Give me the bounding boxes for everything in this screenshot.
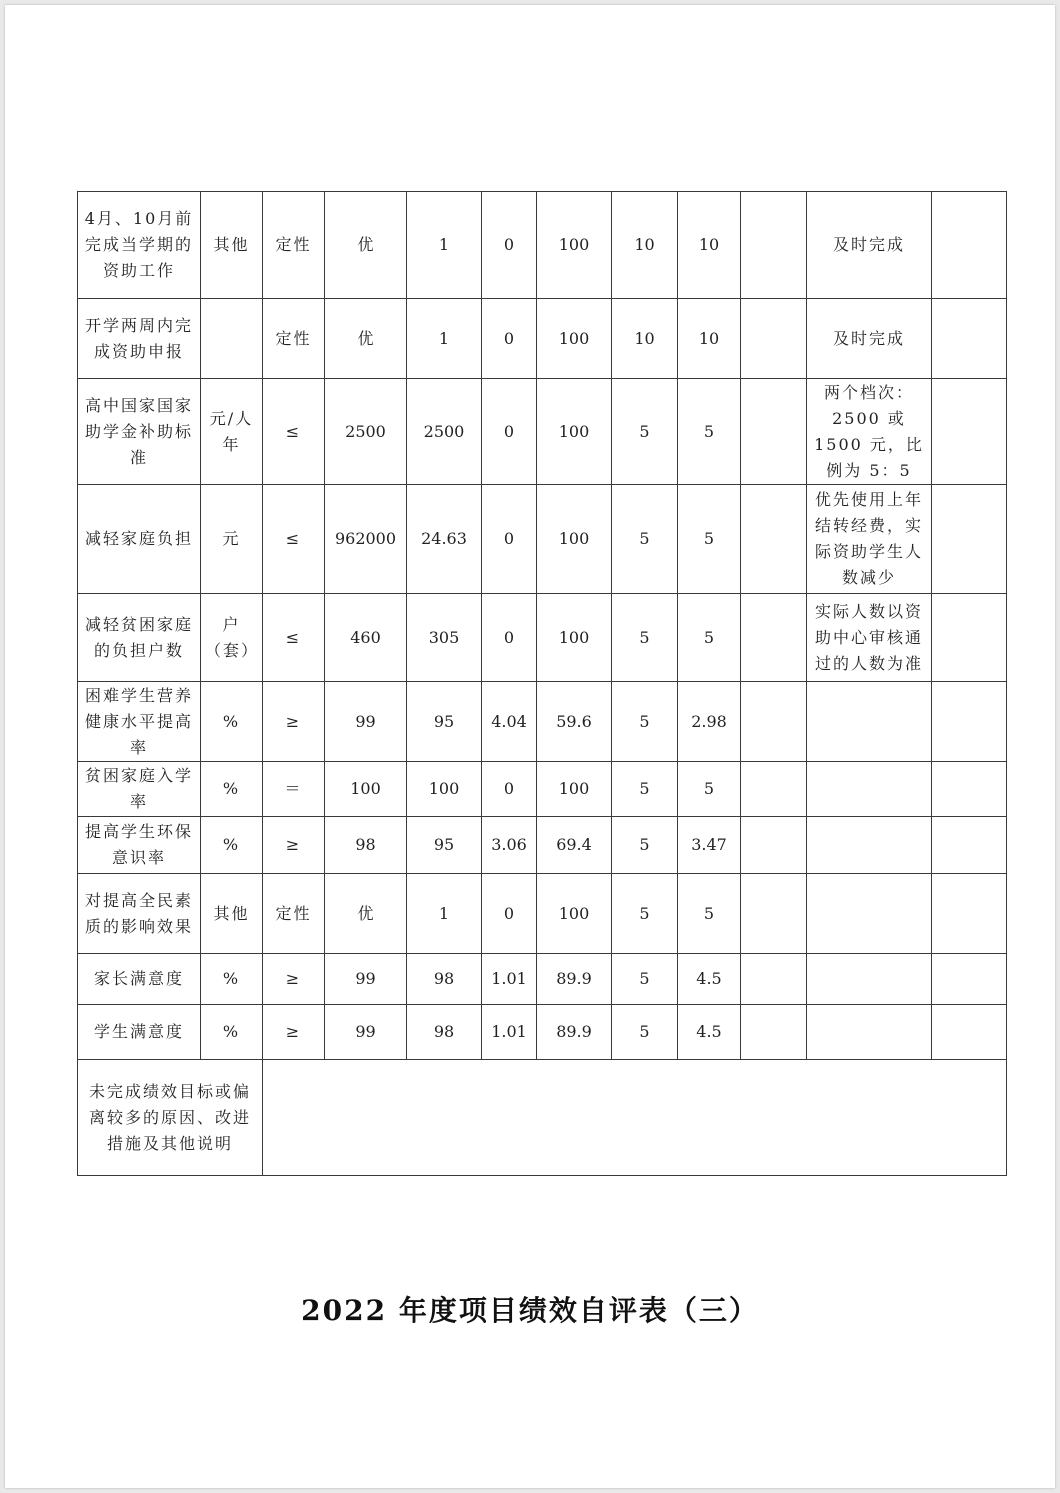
unit-cell: % bbox=[201, 1005, 263, 1060]
target-value-cell: 优 bbox=[325, 192, 407, 299]
note-cell bbox=[807, 762, 932, 817]
note-cell bbox=[807, 874, 932, 954]
extra-cell bbox=[932, 192, 1007, 299]
indicator-cell: 对提高全民素质的影响效果 bbox=[78, 874, 201, 954]
operator-cell: ≤ bbox=[263, 485, 325, 594]
completion-rate-cell: 100 bbox=[537, 594, 612, 682]
weight-cell: 5 bbox=[612, 874, 678, 954]
deviation-cell: 1.01 bbox=[482, 954, 537, 1005]
reason-cell bbox=[741, 954, 807, 1005]
actual-value-cell: 98 bbox=[407, 954, 482, 1005]
reason-cell bbox=[741, 379, 807, 485]
reason-cell bbox=[741, 682, 807, 762]
weight-cell: 10 bbox=[612, 299, 678, 379]
operator-cell: ＝ bbox=[263, 762, 325, 817]
actual-value-cell: 1 bbox=[407, 192, 482, 299]
weight-cell: 5 bbox=[612, 485, 678, 594]
indicator-cell: 学生满意度 bbox=[78, 1005, 201, 1060]
completion-rate-cell: 69.4 bbox=[537, 817, 612, 874]
weight-cell: 5 bbox=[612, 682, 678, 762]
indicator-cell: 4月、10月前完成当学期的资助工作 bbox=[78, 192, 201, 299]
extra-cell bbox=[932, 817, 1007, 874]
note-cell: 优先使用上年结转经费，实际资助学生人数减少 bbox=[807, 485, 932, 594]
footer-label: 未完成绩效目标或偏离较多的原因、改进措施及其他说明 bbox=[78, 1060, 263, 1176]
score-cell: 4.5 bbox=[678, 1005, 741, 1060]
score-cell: 5 bbox=[678, 594, 741, 682]
target-value-cell: 99 bbox=[325, 1005, 407, 1060]
table-row bbox=[78, 594, 1007, 682]
unit-cell: 其他 bbox=[201, 192, 263, 299]
operator-cell: ≤ bbox=[263, 379, 325, 485]
score-cell: 10 bbox=[678, 192, 741, 299]
operator-cell: 定性 bbox=[263, 874, 325, 954]
extra-cell bbox=[932, 594, 1007, 682]
weight-cell: 5 bbox=[612, 1005, 678, 1060]
table-row bbox=[78, 299, 1007, 379]
actual-value-cell: 95 bbox=[407, 682, 482, 762]
next-table-title: 2022 年度项目绩效自评表（三） bbox=[301, 1294, 759, 1327]
target-value-cell: 100 bbox=[325, 762, 407, 817]
indicator-cell: 家长满意度 bbox=[78, 954, 201, 1005]
actual-value-cell: 98 bbox=[407, 1005, 482, 1060]
target-value-cell: 460 bbox=[325, 594, 407, 682]
actual-value-cell: 305 bbox=[407, 594, 482, 682]
weight-cell: 5 bbox=[612, 762, 678, 817]
deviation-cell: 0 bbox=[482, 762, 537, 817]
weight-cell: 5 bbox=[612, 379, 678, 485]
deviation-cell: 0 bbox=[482, 485, 537, 594]
actual-value-cell: 24.63 bbox=[407, 485, 482, 594]
reason-cell bbox=[741, 299, 807, 379]
deviation-cell: 0 bbox=[482, 192, 537, 299]
completion-rate-cell: 100 bbox=[537, 874, 612, 954]
unit-cell: 户（套） bbox=[201, 594, 263, 682]
operator-cell: ≥ bbox=[263, 682, 325, 762]
extra-cell bbox=[932, 1005, 1007, 1060]
weight-cell: 10 bbox=[612, 192, 678, 299]
actual-value-cell: 100 bbox=[407, 762, 482, 817]
reason-cell bbox=[741, 817, 807, 874]
extra-cell bbox=[932, 874, 1007, 954]
reason-cell bbox=[741, 762, 807, 817]
indicator-cell: 困难学生营养健康水平提高率 bbox=[78, 682, 201, 762]
extra-cell bbox=[932, 762, 1007, 817]
note-cell: 实际人数以资助中心审核通过的人数为准 bbox=[807, 594, 932, 682]
actual-value-cell: 1 bbox=[407, 299, 482, 379]
table-row bbox=[78, 192, 1007, 299]
score-cell: 5 bbox=[678, 485, 741, 594]
score-cell: 2.98 bbox=[678, 682, 741, 762]
target-value-cell: 99 bbox=[325, 954, 407, 1005]
completion-rate-cell: 100 bbox=[537, 192, 612, 299]
completion-rate-cell: 100 bbox=[537, 485, 612, 594]
operator-cell: ≥ bbox=[263, 1005, 325, 1060]
operator-cell: 定性 bbox=[263, 299, 325, 379]
target-value-cell: 优 bbox=[325, 299, 407, 379]
extra-cell bbox=[932, 682, 1007, 762]
deviation-cell: 0 bbox=[482, 299, 537, 379]
deviation-cell: 0 bbox=[482, 874, 537, 954]
actual-value-cell: 1 bbox=[407, 874, 482, 954]
target-value-cell: 2500 bbox=[325, 379, 407, 485]
table-row bbox=[78, 817, 1007, 874]
indicator-cell: 开学两周内完成资助申报 bbox=[78, 299, 201, 379]
indicator-cell: 高中国家国家助学金补助标准 bbox=[78, 379, 201, 485]
note-cell: 及时完成 bbox=[807, 299, 932, 379]
indicator-cell: 提高学生环保意识率 bbox=[78, 817, 201, 874]
reason-cell bbox=[741, 594, 807, 682]
completion-rate-cell: 100 bbox=[537, 299, 612, 379]
note-cell bbox=[807, 954, 932, 1005]
extra-cell bbox=[932, 954, 1007, 1005]
deviation-cell: 1.01 bbox=[482, 1005, 537, 1060]
score-cell: 5 bbox=[678, 762, 741, 817]
deviation-cell: 0 bbox=[482, 379, 537, 485]
completion-rate-cell: 89.9 bbox=[537, 954, 612, 1005]
operator-cell: 定性 bbox=[263, 192, 325, 299]
target-value-cell: 98 bbox=[325, 817, 407, 874]
unit-cell: % bbox=[201, 817, 263, 874]
note-cell bbox=[807, 817, 932, 874]
reason-cell bbox=[741, 192, 807, 299]
table-row bbox=[78, 682, 1007, 762]
target-value-cell: 99 bbox=[325, 682, 407, 762]
reason-cell bbox=[741, 1005, 807, 1060]
document-page bbox=[5, 5, 1055, 1488]
score-cell: 4.5 bbox=[678, 954, 741, 1005]
weight-cell: 5 bbox=[612, 817, 678, 874]
completion-rate-cell: 59.6 bbox=[537, 682, 612, 762]
deviation-cell: 0 bbox=[482, 594, 537, 682]
actual-value-cell: 95 bbox=[407, 817, 482, 874]
note-cell: 两个档次：2500 或 1500 元，比例为 5：5 bbox=[807, 379, 932, 485]
unit-cell: % bbox=[201, 682, 263, 762]
performance-table bbox=[77, 191, 1007, 1176]
unit-cell: % bbox=[201, 762, 263, 817]
note-cell: 及时完成 bbox=[807, 192, 932, 299]
score-cell: 5 bbox=[678, 874, 741, 954]
score-cell: 10 bbox=[678, 299, 741, 379]
note-cell bbox=[807, 1005, 932, 1060]
unit-cell: 其他 bbox=[201, 874, 263, 954]
target-value-cell: 优 bbox=[325, 874, 407, 954]
deviation-cell: 4.04 bbox=[482, 682, 537, 762]
operator-cell: ≥ bbox=[263, 817, 325, 874]
note-cell bbox=[807, 682, 932, 762]
extra-cell bbox=[932, 299, 1007, 379]
reason-cell bbox=[741, 485, 807, 594]
extra-cell bbox=[932, 485, 1007, 594]
unit-cell: 元 bbox=[201, 485, 263, 594]
table-row bbox=[78, 485, 1007, 594]
target-value-cell: 962000 bbox=[325, 485, 407, 594]
operator-cell: ≥ bbox=[263, 954, 325, 1005]
indicator-cell: 减轻家庭负担 bbox=[78, 485, 201, 594]
unit-cell bbox=[201, 299, 263, 379]
score-cell: 5 bbox=[678, 379, 741, 485]
weight-cell: 5 bbox=[612, 954, 678, 1005]
footer-content bbox=[263, 1060, 1007, 1176]
table-row bbox=[78, 762, 1007, 817]
completion-rate-cell: 100 bbox=[537, 379, 612, 485]
table-row bbox=[78, 874, 1007, 954]
footer-row bbox=[78, 1060, 1007, 1176]
table-row bbox=[78, 379, 1007, 485]
completion-rate-cell: 100 bbox=[537, 762, 612, 817]
table-row bbox=[78, 1005, 1007, 1060]
reason-cell bbox=[741, 874, 807, 954]
completion-rate-cell: 89.9 bbox=[537, 1005, 612, 1060]
table-row bbox=[78, 954, 1007, 1005]
indicator-cell: 减轻贫困家庭的负担户数 bbox=[78, 594, 201, 682]
score-cell: 3.47 bbox=[678, 817, 741, 874]
weight-cell: 5 bbox=[612, 594, 678, 682]
operator-cell: ≤ bbox=[263, 594, 325, 682]
deviation-cell: 3.06 bbox=[482, 817, 537, 874]
actual-value-cell: 2500 bbox=[407, 379, 482, 485]
unit-cell: % bbox=[201, 954, 263, 1005]
indicator-cell: 贫困家庭入学率 bbox=[78, 762, 201, 817]
extra-cell bbox=[932, 379, 1007, 485]
unit-cell: 元/人年 bbox=[201, 379, 263, 485]
